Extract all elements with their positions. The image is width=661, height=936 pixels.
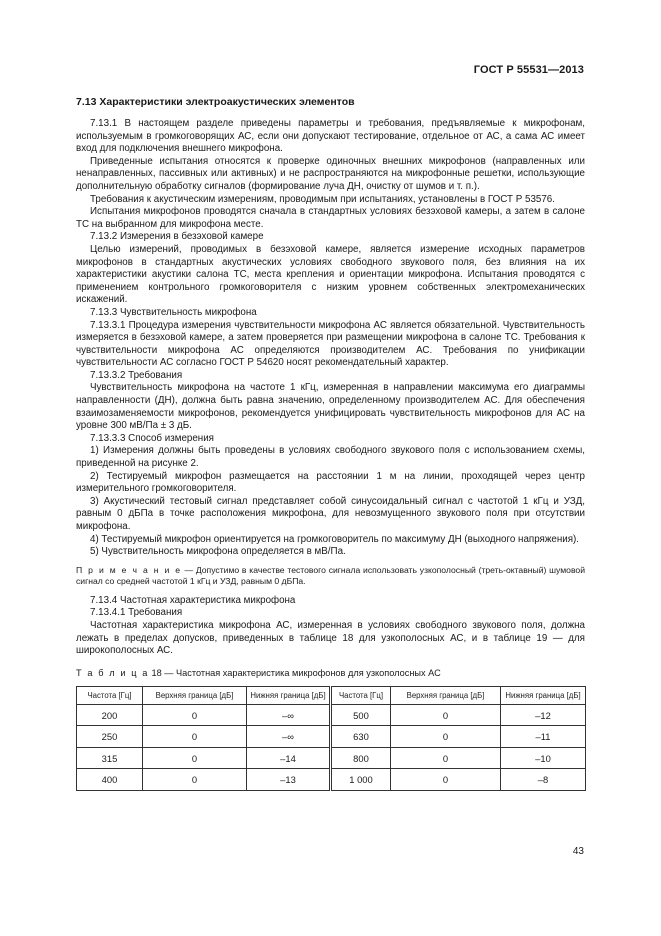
paragraph: 7.13.4 Частотная характеристика микрофона (90, 594, 296, 606)
table-cell: 1 000 (331, 769, 391, 791)
table-cell: 0 (143, 726, 247, 748)
table-header-row (77, 686, 586, 704)
table-cell: 0 (391, 704, 501, 726)
table-row (77, 747, 586, 769)
table-cell: 0 (143, 747, 247, 769)
table-header-cell: Нижняя граница [дБ] (247, 686, 331, 704)
table-cell: –14 (247, 747, 331, 769)
paragraph: Приведенные испытания относятся к проверке одиночных внешних микрофонов (направленных или ненаправленных, пассивных или активных) и не распространяются на микрофонные решетки, использующие дополнительную обработку сигналов (формирование луча ДН, очистку от шумов и т. п.). (76, 155, 585, 192)
paragraph: Целью измерений, проводимых в безэховой камере, является измерение исходных параметров микрофонов в стандартных акустических условиях свободного звукового поля, без влияния на их характеристики акустики салона ТС, места крепления и ориентации микрофона. Испытания проводятся с применением контрольного громкоговорителя с низким уровнем собственных электромеханических искажений. (76, 243, 585, 306)
table-cell: –11 (501, 726, 586, 748)
note-text: — Допустимо в качестве тестового сигнала использовать узкополосный (треть-октавный) шумовой сигнал со средней частотой 1 кГц и УЗД, равным 0 дБПа. (76, 564, 585, 587)
table-cell: 0 (143, 769, 247, 791)
table-cell: 200 (77, 704, 143, 726)
paragraph: 7.13.1 В настоящем разделе приведены параметры и требования, предъявляемые к микрофонам, используемым в громкоговорящих АС, если они допускают тестирование, отдельное от АС, а сама АС имеет вход для подключения внешнего микрофона. (76, 118, 585, 155)
table-cell: –∞ (247, 704, 331, 726)
table-header-cell: Верхняя граница [дБ] (143, 686, 247, 704)
table-cell: 0 (391, 747, 501, 769)
paragraph: 3) Акустический тестовый сигнал представляет собой синусоидальный сигнал с частотой 1 кГц и УЗД, равным 0 дБПа в точке расположения микрофона, для невозмущенного звукового поля при отсутствии микрофона. (76, 495, 585, 532)
table-row (77, 769, 586, 791)
frequency-table (76, 686, 586, 791)
paragraph: 5) Чувствительность микрофона определяется в мВ/Па. (90, 546, 346, 558)
paragraph: 7.13.3.3 Способ измерения (90, 432, 214, 444)
paragraph: 1) Измерения должны быть проведены в условиях свободного звукового поля с использованием схемы, приведенной на рисунке 2. (76, 445, 585, 470)
table-caption-text: 18 — Частотная характеристика микрофонов для узкополосных АС (148, 667, 441, 678)
table-row (77, 726, 586, 748)
table-cell: 250 (77, 726, 143, 748)
table-row (77, 704, 586, 726)
paragraph: 2) Тестируемый микрофон размещается на расстоянии 1 м на линии, проходящей через центр измерительного громкоговорителя. (76, 470, 585, 495)
table-cell: 0 (391, 726, 501, 748)
paragraph: 7.13.3 Чувствительность микрофона (90, 306, 257, 318)
paragraph: 7.13.3.2 Требования (90, 369, 183, 381)
table-cell: 0 (391, 769, 501, 791)
table-cell: –12 (501, 704, 586, 726)
section-title: 7.13 Характеристики электроакустических элементов (76, 96, 355, 108)
page-number: 43 (572, 846, 584, 857)
table-cell: –8 (501, 769, 586, 791)
table-cell: 315 (77, 747, 143, 769)
paragraph: Требования к акустическим измерениям, проводимым при испытаниях, установлены в ГОСТ Р 53576. (90, 193, 555, 205)
table-cell: 0 (143, 704, 247, 726)
table-cell: 400 (77, 769, 143, 791)
table-cell: 630 (331, 726, 391, 748)
paragraph: 7.13.2 Измерения в безэховой камере (90, 231, 264, 243)
paragraphs-block-2 (76, 595, 585, 658)
table-header-cell: Верхняя граница [дБ] (391, 686, 501, 704)
note (76, 565, 585, 588)
table-header-cell: Частота [Гц] (77, 686, 143, 704)
standard-header: ГОСТ Р 55531—2013 (473, 64, 584, 76)
paragraph: Частотная характеристика микрофона АС, измеренная в условиях свободного звукового поля, должна лежать в пределах допусков, приведенных в таблице 18 для узкополосных АС, и в таблице 19 — для широкополосных АС. (76, 619, 585, 657)
table-header-cell: Нижняя граница [дБ] (501, 686, 586, 704)
paragraph: 7.13.4.1 Требования (90, 607, 183, 619)
table-caption-label: Т а б л и ц а (76, 667, 149, 678)
table-header-cell: Частота [Гц] (331, 686, 391, 704)
table-cell: 800 (331, 747, 391, 769)
table-caption (76, 668, 585, 678)
spacer (76, 588, 585, 595)
paragraph: Чувствительность микрофона на частоте 1 кГц, измеренная в направлении максимума его диаграммы направленности (ДН), должна быть равна значению, определенному производителем АС. Для обеспечения взаимозаменяемости микрофонов, рекомендуется унифицировать чувствительность микрофонов для АС на уровне 300 мВ/Па ± 3 дБ. (76, 382, 585, 432)
table-body (77, 704, 586, 790)
paragraph: Испытания микрофонов проводятся сначала в стандартных условиях безэховой камеры, а затем в салоне ТС на выбранном для микрофона месте. (76, 206, 585, 230)
note-label: П р и м е ч а н и е (76, 564, 182, 575)
table-cell: –∞ (247, 726, 331, 748)
table-cell: –13 (247, 769, 331, 791)
paragraph: 4) Тестируемый микрофон ориентируется на громкоговоритель по максимуму ДН (выходного напряжения). (90, 533, 580, 545)
paragraphs-block (76, 118, 585, 559)
table-cell: 500 (331, 704, 391, 726)
page-content (76, 96, 585, 791)
paragraph: 7.13.3.1 Процедура измерения чувствительности микрофона АС является обязательной. Чувствительность измеряется в безэховой камере, а затем проверяется при размещении микрофона в салоне ТС. Требования к чувствительности микрофона АС определяются производителем АС. Требования по унификации чувствительности АС согласно ГОСТ Р 54620 носят рекомендательный характер. (76, 319, 585, 369)
table-cell: –10 (501, 747, 586, 769)
